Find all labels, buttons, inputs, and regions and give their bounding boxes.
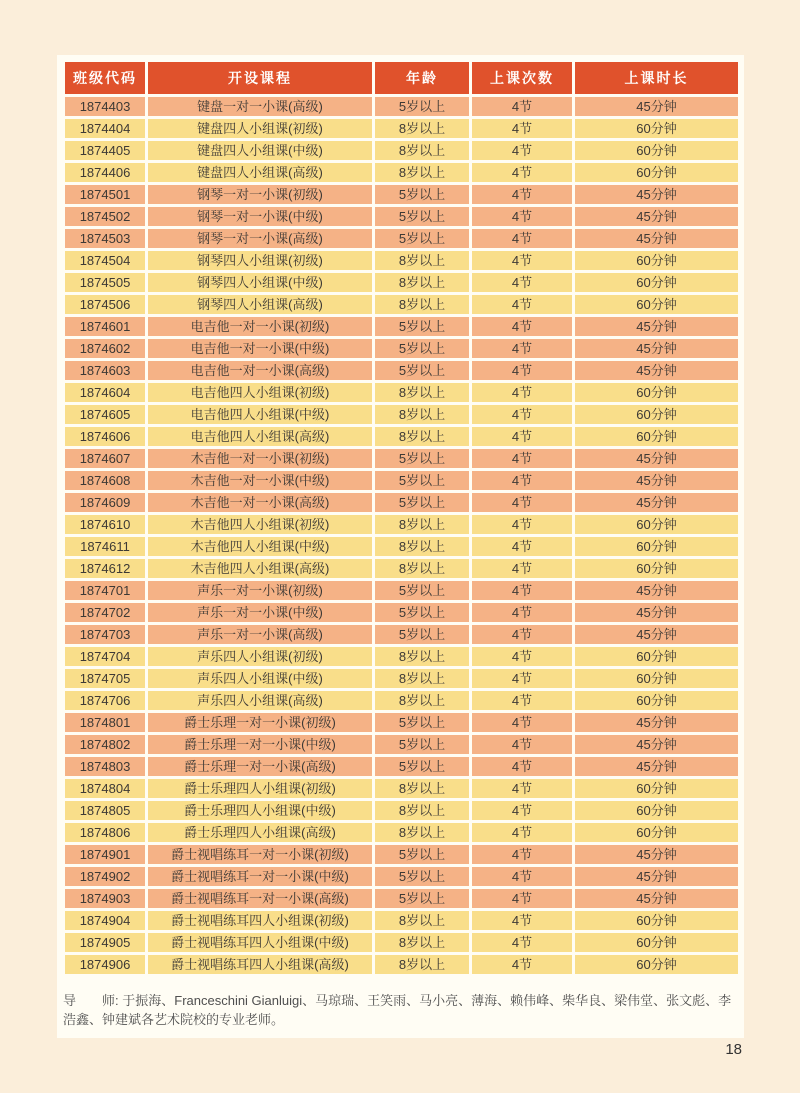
cell-sessions: 4节	[472, 97, 572, 116]
table-row	[65, 493, 738, 512]
cell-class-code: 1874610	[65, 515, 145, 534]
cell-duration: 45分钟	[575, 317, 738, 336]
cell-duration: 60分钟	[575, 119, 738, 138]
table-row	[65, 251, 738, 270]
cell-sessions: 4节	[472, 207, 572, 226]
cell-class-code: 1874607	[65, 449, 145, 468]
header-course: 开设课程	[148, 62, 372, 94]
cell-sessions: 4节	[472, 845, 572, 864]
cell-course: 电吉他四人小组课(中级)	[148, 405, 372, 424]
table-row	[65, 361, 738, 380]
cell-sessions: 4节	[472, 317, 572, 336]
table-row	[65, 295, 738, 314]
cell-age: 5岁以上	[375, 493, 469, 512]
cell-age: 5岁以上	[375, 581, 469, 600]
cell-course: 声乐一对一小课(初级)	[148, 581, 372, 600]
cell-class-code: 1874702	[65, 603, 145, 622]
cell-class-code: 1874612	[65, 559, 145, 578]
cell-class-code: 1874901	[65, 845, 145, 864]
table-row	[65, 273, 738, 292]
cell-course: 钢琴四人小组课(初级)	[148, 251, 372, 270]
cell-sessions: 4节	[472, 383, 572, 402]
cell-class-code: 1874704	[65, 647, 145, 666]
table-row	[65, 801, 738, 820]
instructors-text: 于振海、Franceschini Gianluigi、马琼瑞、王笑雨、马小亮、薄海、赖伟峰、柴华良、梁伟堂、张文彪、李浩鑫、钟建斌各艺术院校的专业老师。	[63, 993, 732, 1027]
cell-duration: 60分钟	[575, 295, 738, 314]
cell-duration: 45分钟	[575, 449, 738, 468]
cell-duration: 60分钟	[575, 559, 738, 578]
cell-duration: 45分钟	[575, 867, 738, 886]
cell-course: 爵士乐理一对一小课(高级)	[148, 757, 372, 776]
cell-age: 5岁以上	[375, 735, 469, 754]
cell-class-code: 1874701	[65, 581, 145, 600]
cell-sessions: 4节	[472, 669, 572, 688]
table-row	[65, 163, 738, 182]
cell-course: 键盘四人小组课(初级)	[148, 119, 372, 138]
cell-age: 8岁以上	[375, 933, 469, 952]
cell-class-code: 1874606	[65, 427, 145, 446]
cell-age: 5岁以上	[375, 361, 469, 380]
table-row	[65, 119, 738, 138]
cell-course: 电吉他一对一小课(中级)	[148, 339, 372, 358]
cell-course: 声乐一对一小课(高级)	[148, 625, 372, 644]
table-row	[65, 97, 738, 116]
cell-duration: 45分钟	[575, 471, 738, 490]
cell-class-code: 1874504	[65, 251, 145, 270]
cell-age: 5岁以上	[375, 339, 469, 358]
cell-class-code: 1874609	[65, 493, 145, 512]
cell-duration: 60分钟	[575, 823, 738, 842]
table-row	[65, 757, 738, 776]
cell-duration: 45分钟	[575, 713, 738, 732]
cell-age: 8岁以上	[375, 273, 469, 292]
cell-age: 8岁以上	[375, 141, 469, 160]
cell-duration: 60分钟	[575, 647, 738, 666]
cell-course: 钢琴一对一小课(初级)	[148, 185, 372, 204]
cell-duration: 60分钟	[575, 273, 738, 292]
table-row	[65, 317, 738, 336]
cell-sessions: 4节	[472, 295, 572, 314]
table-row	[65, 427, 738, 446]
cell-course: 声乐四人小组课(中级)	[148, 669, 372, 688]
cell-age: 8岁以上	[375, 251, 469, 270]
table-row	[65, 559, 738, 578]
cell-duration: 60分钟	[575, 955, 738, 974]
cell-course: 声乐一对一小课(中级)	[148, 603, 372, 622]
cell-class-code: 1874906	[65, 955, 145, 974]
cell-class-code: 1874403	[65, 97, 145, 116]
cell-duration: 45分钟	[575, 493, 738, 512]
cell-class-code: 1874904	[65, 911, 145, 930]
cell-age: 5岁以上	[375, 207, 469, 226]
cell-age: 5岁以上	[375, 603, 469, 622]
cell-duration: 60分钟	[575, 163, 738, 182]
cell-age: 8岁以上	[375, 911, 469, 930]
cell-course: 钢琴四人小组课(中级)	[148, 273, 372, 292]
cell-duration: 60分钟	[575, 251, 738, 270]
cell-sessions: 4节	[472, 119, 572, 138]
cell-class-code: 1874601	[65, 317, 145, 336]
cell-duration: 60分钟	[575, 691, 738, 710]
table-row	[65, 669, 738, 688]
table-header-row	[65, 62, 738, 94]
cell-course: 键盘四人小组课(中级)	[148, 141, 372, 160]
cell-course: 爵士视唱练耳一对一小课(高级)	[148, 889, 372, 908]
cell-course: 爵士视唱练耳一对一小课(初级)	[148, 845, 372, 864]
cell-sessions: 4节	[472, 339, 572, 358]
cell-sessions: 4节	[472, 537, 572, 556]
table-row	[65, 735, 738, 754]
cell-class-code: 1874611	[65, 537, 145, 556]
cell-class-code: 1874608	[65, 471, 145, 490]
cell-course: 爵士视唱练耳四人小组课(初级)	[148, 911, 372, 930]
cell-class-code: 1874902	[65, 867, 145, 886]
cell-age: 8岁以上	[375, 955, 469, 974]
cell-course: 爵士乐理一对一小课(初级)	[148, 713, 372, 732]
table-row	[65, 207, 738, 226]
cell-sessions: 4节	[472, 449, 572, 468]
cell-age: 5岁以上	[375, 317, 469, 336]
instructors-note	[63, 991, 739, 1029]
cell-class-code: 1874803	[65, 757, 145, 776]
cell-duration: 60分钟	[575, 911, 738, 930]
header-class-code: 班级代码	[65, 62, 145, 94]
cell-class-code: 1874501	[65, 185, 145, 204]
cell-duration: 45分钟	[575, 757, 738, 776]
cell-duration: 60分钟	[575, 141, 738, 160]
cell-duration: 60分钟	[575, 933, 738, 952]
cell-duration: 45分钟	[575, 207, 738, 226]
cell-age: 5岁以上	[375, 449, 469, 468]
cell-sessions: 4节	[472, 647, 572, 666]
table-row	[65, 955, 738, 974]
cell-class-code: 1874806	[65, 823, 145, 842]
cell-class-code: 1874505	[65, 273, 145, 292]
cell-sessions: 4节	[472, 515, 572, 534]
cell-class-code: 1874603	[65, 361, 145, 380]
cell-duration: 60分钟	[575, 427, 738, 446]
cell-duration: 45分钟	[575, 229, 738, 248]
cell-sessions: 4节	[472, 471, 572, 490]
cell-age: 5岁以上	[375, 471, 469, 490]
table-row	[65, 647, 738, 666]
cell-age: 8岁以上	[375, 405, 469, 424]
cell-class-code: 1874804	[65, 779, 145, 798]
cell-age: 8岁以上	[375, 383, 469, 402]
cell-course: 爵士乐理四人小组课(中级)	[148, 801, 372, 820]
cell-age: 8岁以上	[375, 427, 469, 446]
header-sessions: 上课次数	[472, 62, 572, 94]
cell-duration: 45分钟	[575, 97, 738, 116]
cell-age: 8岁以上	[375, 691, 469, 710]
table-row	[65, 229, 738, 248]
table-row	[65, 625, 738, 644]
cell-duration: 45分钟	[575, 603, 738, 622]
cell-duration: 45分钟	[575, 581, 738, 600]
cell-duration: 60分钟	[575, 405, 738, 424]
instructors-label: 导 师:	[63, 993, 119, 1008]
table-row	[65, 691, 738, 710]
cell-class-code: 1874605	[65, 405, 145, 424]
cell-duration: 45分钟	[575, 845, 738, 864]
cell-class-code: 1874705	[65, 669, 145, 688]
cell-class-code: 1874405	[65, 141, 145, 160]
cell-duration: 60分钟	[575, 515, 738, 534]
table-row	[65, 933, 738, 952]
cell-sessions: 4节	[472, 691, 572, 710]
cell-class-code: 1874406	[65, 163, 145, 182]
cell-age: 5岁以上	[375, 757, 469, 776]
cell-course: 电吉他一对一小课(高级)	[148, 361, 372, 380]
table-row	[65, 603, 738, 622]
cell-sessions: 4节	[472, 427, 572, 446]
cell-sessions: 4节	[472, 405, 572, 424]
table-row	[65, 141, 738, 160]
cell-sessions: 4节	[472, 801, 572, 820]
table-row	[65, 405, 738, 424]
cell-course: 键盘四人小组课(高级)	[148, 163, 372, 182]
cell-sessions: 4节	[472, 823, 572, 842]
cell-course: 爵士乐理四人小组课(初级)	[148, 779, 372, 798]
cell-sessions: 4节	[472, 493, 572, 512]
cell-class-code: 1874703	[65, 625, 145, 644]
cell-course: 爵士视唱练耳四人小组课(中级)	[148, 933, 372, 952]
cell-sessions: 4节	[472, 713, 572, 732]
table-row	[65, 779, 738, 798]
cell-age: 5岁以上	[375, 713, 469, 732]
cell-class-code: 1874602	[65, 339, 145, 358]
cell-class-code: 1874805	[65, 801, 145, 820]
cell-age: 5岁以上	[375, 625, 469, 644]
cell-sessions: 4节	[472, 911, 572, 930]
page-number: 18	[725, 1041, 742, 1058]
cell-duration: 60分钟	[575, 537, 738, 556]
cell-course: 钢琴一对一小课(中级)	[148, 207, 372, 226]
table-row	[65, 471, 738, 490]
table-row	[65, 713, 738, 732]
cell-sessions: 4节	[472, 163, 572, 182]
cell-age: 8岁以上	[375, 559, 469, 578]
cell-age: 8岁以上	[375, 779, 469, 798]
cell-duration: 60分钟	[575, 801, 738, 820]
cell-course: 木吉他一对一小课(高级)	[148, 493, 372, 512]
table-row	[65, 339, 738, 358]
cell-age: 8岁以上	[375, 295, 469, 314]
cell-sessions: 4节	[472, 273, 572, 292]
cell-course: 电吉他一对一小课(初级)	[148, 317, 372, 336]
cell-sessions: 4节	[472, 229, 572, 248]
cell-sessions: 4节	[472, 757, 572, 776]
cell-course: 爵士视唱练耳一对一小课(中级)	[148, 867, 372, 886]
table-row	[65, 515, 738, 534]
cell-age: 5岁以上	[375, 845, 469, 864]
table-row	[65, 537, 738, 556]
cell-course: 爵士乐理四人小组课(高级)	[148, 823, 372, 842]
cell-age: 8岁以上	[375, 801, 469, 820]
cell-duration: 45分钟	[575, 339, 738, 358]
table-row	[65, 911, 738, 930]
cell-age: 5岁以上	[375, 185, 469, 204]
table-row	[65, 449, 738, 468]
course-table	[62, 59, 741, 977]
cell-sessions: 4节	[472, 889, 572, 908]
cell-class-code: 1874503	[65, 229, 145, 248]
cell-duration: 45分钟	[575, 735, 738, 754]
cell-age: 8岁以上	[375, 647, 469, 666]
cell-age: 5岁以上	[375, 889, 469, 908]
table-row	[65, 823, 738, 842]
cell-sessions: 4节	[472, 933, 572, 952]
cell-sessions: 4节	[472, 955, 572, 974]
cell-class-code: 1874706	[65, 691, 145, 710]
cell-course: 声乐四人小组课(高级)	[148, 691, 372, 710]
cell-class-code: 1874802	[65, 735, 145, 754]
table-row	[65, 383, 738, 402]
cell-class-code: 1874801	[65, 713, 145, 732]
cell-age: 8岁以上	[375, 515, 469, 534]
cell-course: 电吉他四人小组课(初级)	[148, 383, 372, 402]
cell-duration: 60分钟	[575, 383, 738, 402]
cell-sessions: 4节	[472, 581, 572, 600]
cell-sessions: 4节	[472, 251, 572, 270]
table-row	[65, 845, 738, 864]
cell-class-code: 1874905	[65, 933, 145, 952]
cell-sessions: 4节	[472, 185, 572, 204]
cell-class-code: 1874903	[65, 889, 145, 908]
cell-course: 木吉他一对一小课(中级)	[148, 471, 372, 490]
cell-duration: 45分钟	[575, 185, 738, 204]
cell-sessions: 4节	[472, 603, 572, 622]
cell-sessions: 4节	[472, 559, 572, 578]
cell-age: 8岁以上	[375, 537, 469, 556]
cell-duration: 45分钟	[575, 889, 738, 908]
cell-course: 键盘一对一小课(高级)	[148, 97, 372, 116]
cell-course: 钢琴四人小组课(高级)	[148, 295, 372, 314]
cell-class-code: 1874506	[65, 295, 145, 314]
cell-age: 5岁以上	[375, 867, 469, 886]
cell-duration: 45分钟	[575, 361, 738, 380]
cell-class-code: 1874502	[65, 207, 145, 226]
cell-age: 8岁以上	[375, 163, 469, 182]
cell-course: 爵士视唱练耳四人小组课(高级)	[148, 955, 372, 974]
cell-sessions: 4节	[472, 779, 572, 798]
cell-course: 木吉他一对一小课(初级)	[148, 449, 372, 468]
cell-age: 5岁以上	[375, 97, 469, 116]
cell-sessions: 4节	[472, 141, 572, 160]
cell-class-code: 1874604	[65, 383, 145, 402]
cell-duration: 60分钟	[575, 669, 738, 688]
cell-duration: 60分钟	[575, 779, 738, 798]
table-row	[65, 185, 738, 204]
header-age: 年龄	[375, 62, 469, 94]
table-row	[65, 889, 738, 908]
cell-age: 5岁以上	[375, 229, 469, 248]
cell-course: 钢琴一对一小课(高级)	[148, 229, 372, 248]
table-row	[65, 581, 738, 600]
cell-sessions: 4节	[472, 867, 572, 886]
cell-sessions: 4节	[472, 361, 572, 380]
cell-age: 8岁以上	[375, 823, 469, 842]
cell-sessions: 4节	[472, 735, 572, 754]
cell-age: 8岁以上	[375, 119, 469, 138]
cell-duration: 45分钟	[575, 625, 738, 644]
cell-age: 8岁以上	[375, 669, 469, 688]
header-duration: 上课时长	[575, 62, 738, 94]
table-row	[65, 867, 738, 886]
cell-sessions: 4节	[472, 625, 572, 644]
cell-course: 电吉他四人小组课(高级)	[148, 427, 372, 446]
cell-course: 爵士乐理一对一小课(中级)	[148, 735, 372, 754]
cell-course: 声乐四人小组课(初级)	[148, 647, 372, 666]
cell-course: 木吉他四人小组课(高级)	[148, 559, 372, 578]
cell-course: 木吉他四人小组课(中级)	[148, 537, 372, 556]
cell-class-code: 1874404	[65, 119, 145, 138]
cell-course: 木吉他四人小组课(初级)	[148, 515, 372, 534]
